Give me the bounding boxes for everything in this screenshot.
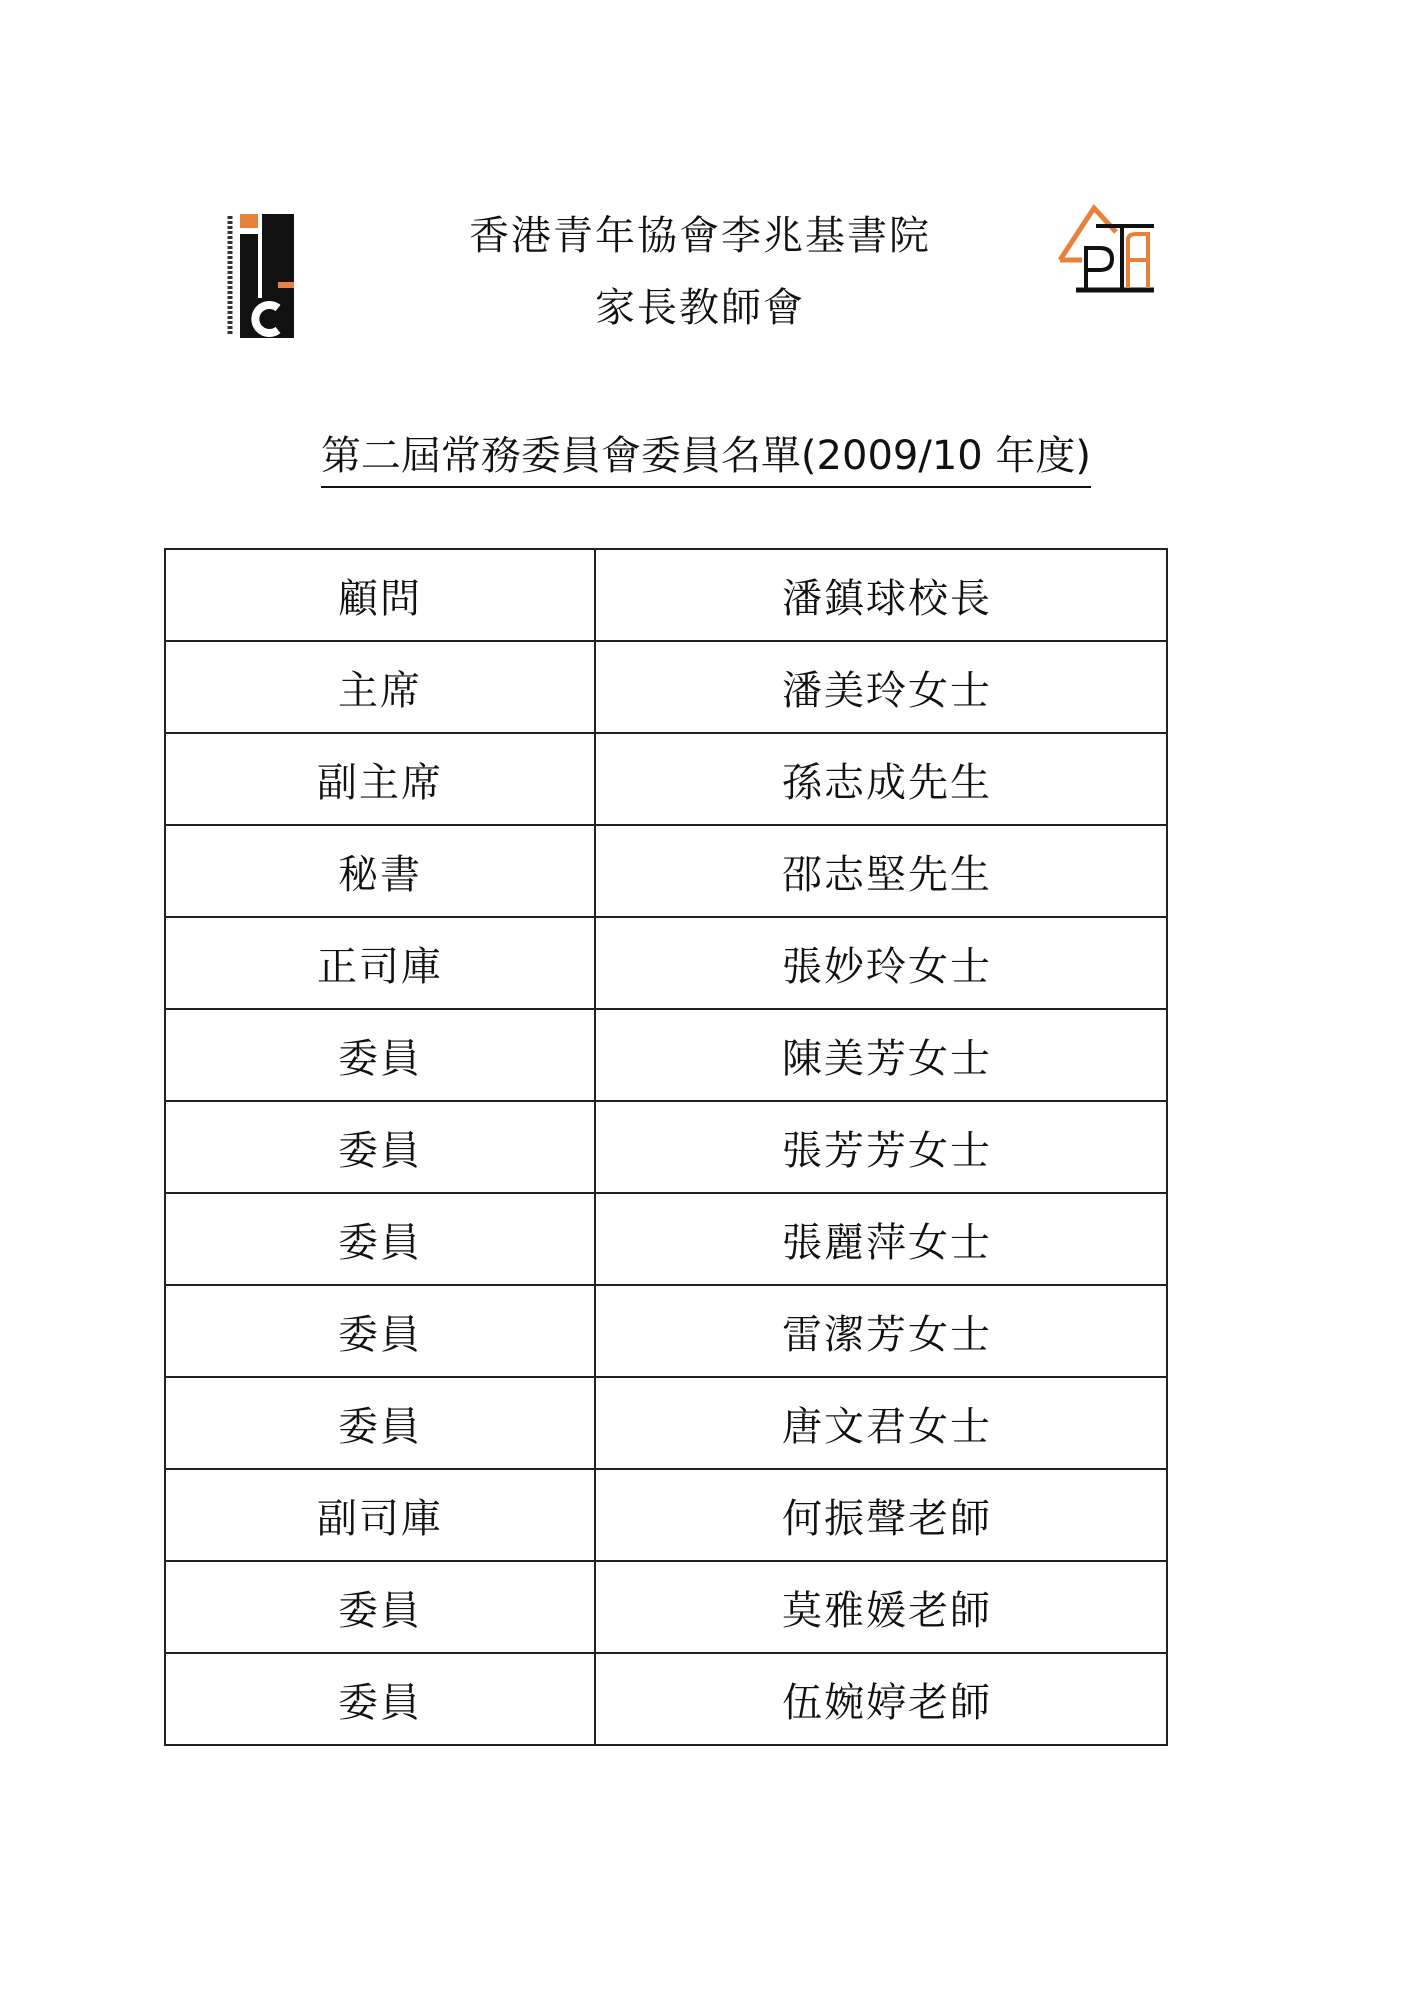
- member-name: 孫志成先生: [782, 759, 992, 806]
- role-cell: 委員: [165, 1653, 595, 1745]
- table-row: [165, 1285, 1167, 1377]
- member-name: 唐文君女士: [782, 1403, 992, 1450]
- member-name: 雷潔芳女士: [782, 1311, 992, 1358]
- name-cell: [595, 1285, 1167, 1377]
- role-cell: 委員: [165, 1285, 595, 1377]
- role-cell: 委員: [165, 1377, 595, 1469]
- table-row: [165, 1377, 1167, 1469]
- table-row: [165, 1653, 1167, 1745]
- role-cell: 委員: [165, 1101, 595, 1193]
- table-row: [165, 1009, 1167, 1101]
- role-cell: 顧問: [165, 549, 595, 641]
- role-cell: 委員: [165, 1561, 595, 1653]
- role-cell: 秘書: [165, 825, 595, 917]
- school-name: 香港青年協會李兆基書院: [469, 213, 931, 259]
- table-row: [165, 825, 1167, 917]
- document-header: [0, 208, 1414, 336]
- name-cell: [595, 1469, 1167, 1561]
- table-row: [165, 1101, 1167, 1193]
- role-cell: 委員: [165, 1193, 595, 1285]
- name-cell: [595, 1653, 1167, 1745]
- role-cell: 副司庫: [165, 1469, 595, 1561]
- association-name: 家長教師會: [595, 285, 805, 331]
- member-name: 莫雅媛老師: [782, 1587, 992, 1634]
- document-title-container: [0, 428, 1414, 488]
- member-name: 伍婉婷老師: [782, 1679, 992, 1726]
- member-name: 張麗萍女士: [782, 1219, 992, 1266]
- member-name: 陳美芳女士: [782, 1035, 992, 1082]
- name-cell: [595, 1101, 1167, 1193]
- name-cell: [595, 641, 1167, 733]
- committee-roster-table: [164, 548, 1168, 1746]
- role-cell: 副主席: [165, 733, 595, 825]
- role-cell: 委員: [165, 1009, 595, 1101]
- role-cell: 主席: [165, 641, 595, 733]
- name-cell: [595, 825, 1167, 917]
- name-cell: [595, 1009, 1167, 1101]
- member-name: 潘鎮球校長: [782, 575, 992, 622]
- member-name: 潘美玲女士: [782, 667, 992, 714]
- name-cell: [595, 1377, 1167, 1469]
- name-cell: [595, 1193, 1167, 1285]
- table-row: [165, 641, 1167, 733]
- table-row: [165, 1561, 1167, 1653]
- table-row: [165, 733, 1167, 825]
- member-name: 何振聲老師: [782, 1495, 992, 1542]
- table-row: [165, 549, 1167, 641]
- table-row: [165, 917, 1167, 1009]
- name-cell: [595, 1561, 1167, 1653]
- table-row: [165, 1193, 1167, 1285]
- name-cell: [595, 733, 1167, 825]
- name-cell: [595, 549, 1167, 641]
- name-cell: [595, 917, 1167, 1009]
- member-name: 邵志堅先生: [782, 851, 992, 898]
- member-name: 張芳芳女士: [782, 1127, 992, 1174]
- member-name: 張妙玲女士: [782, 943, 992, 990]
- table-row: [165, 1469, 1167, 1561]
- document-title: 第二屆常務委員會委員名單(2009/10 年度): [321, 428, 1091, 488]
- role-cell: 正司庫: [165, 917, 595, 1009]
